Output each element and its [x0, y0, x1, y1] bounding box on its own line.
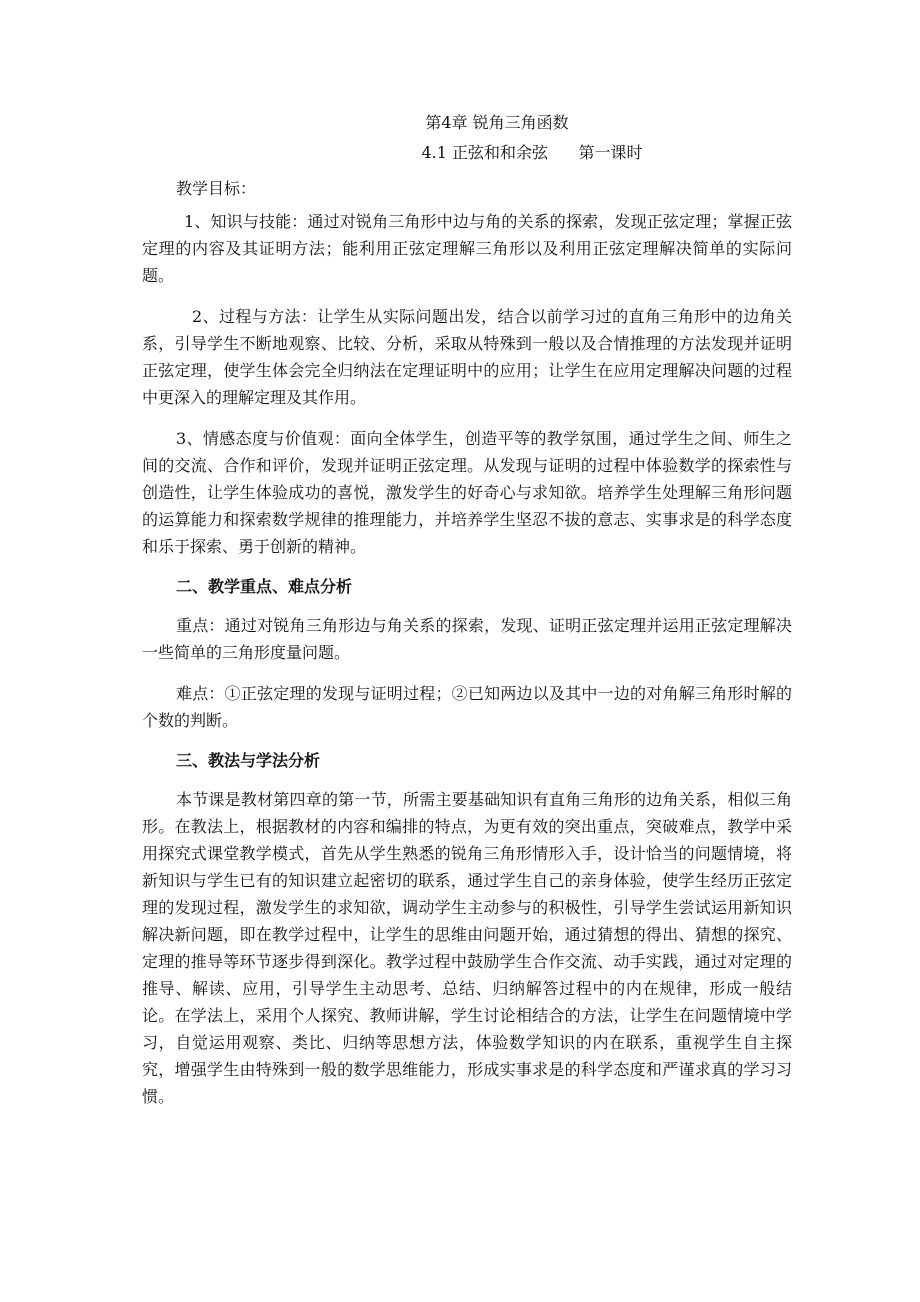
objective-process: 2、过程与方法：让学生从实际问题出发，结合以前学习过的直角三角形中的边角关系，引导学生不断地观察、比较、分析，采取从特殊到一般以及合情推理的方法发现并证明正弦定理，使学生体会完全归纳法在定理证明中的应用；让学生在应用定理解决问题的过程中更深入的理解定理及其作用。 [142, 307, 792, 407]
key-point: 重点：通过对锐角三角形边与角关系的探索，发现、证明正弦定理并运用正弦定理解决一些简单的三角形度量问题。 [142, 616, 792, 662]
section3-heading: 三、教法与学法分析 [176, 751, 321, 770]
objective-attitude: 3、情感态度与价值观：面向全体学生，创造平等的教学氛围，通过学生之间、师生之间的交流、合作和评价，发现并证明正弦定理。从发现与证明的过程中体验数学的探索性与创造性，让学生体验成功的喜悦，激发学生的好奇心与求知欲。培养学生处理解三角形问题的运算能力和探索数学规律的推理能力，并培养学生坚忍不拔的意志、实事求是的科学态度和乐于探索、勇于创新的精神。 [142, 429, 792, 556]
chapter-title: 第4章 锐角三角函数 [425, 113, 569, 132]
document-page [142, 108, 792, 1124]
difficult-point: 难点：①正弦定理的发现与证明过程；②已知两边以及其中一边的对角解三角形时解的个数的判断。 [142, 684, 792, 730]
section2-heading: 二、教学重点、难点分析 [176, 577, 353, 596]
objective-knowledge: 1、知识与技能：通过对锐角三角形中边与角的关系的探索，发现正弦定理；掌握正弦定理的内容及其证明方法；能利用正弦定理解三角形以及利用正弦定理解决简单的实际问题。 [142, 212, 792, 285]
section-title: 4.1 正弦和和余弦 第一课时 [421, 143, 643, 162]
objectives-label: 教学目标： [176, 179, 257, 198]
method-paragraph: 本节课是教材第四章的第一节，所需主要基础知识有直角三角形的边角关系，相似三角形。在教法上，根据教材的内容和编排的特点，为更有效的突出重点，突破难点，教学中采用探究式课堂教学模式，首先从学生熟悉的锐角三角形情形入手，设计恰当的问题情境，将新知识与学生已有的知识建立起密切的联系，通过学生自己的亲身体验，使学生经历正弦定理的发现过程，激发学生的求知欲，调动学生主动参与的积极性，引导学生尝试运用新知识解决新问题，即在教学过程中，让学生的思维由问题开始，通过猜想的得出、猜想的探究、定理的推导等环节逐步得到深化。教学过程中鼓励学生合作交流、动手实践，通过对定理的推导、解读、应用，引导学生主动思考、总结、归纳解答过程中的内在规律，形成一般结论。在学法上，采用个人探究、教师讲解，学生讨论相结合的方法，让学生在问题情境中学习，自觉运用观察、类比、归纳等思想方法，体验数学知识的内在联系，重视学生自主探究，增强学生由特殊到一般的数学思维能力，形成实事求是的科学态度和严谨求真的学习习惯。 [142, 790, 792, 1106]
